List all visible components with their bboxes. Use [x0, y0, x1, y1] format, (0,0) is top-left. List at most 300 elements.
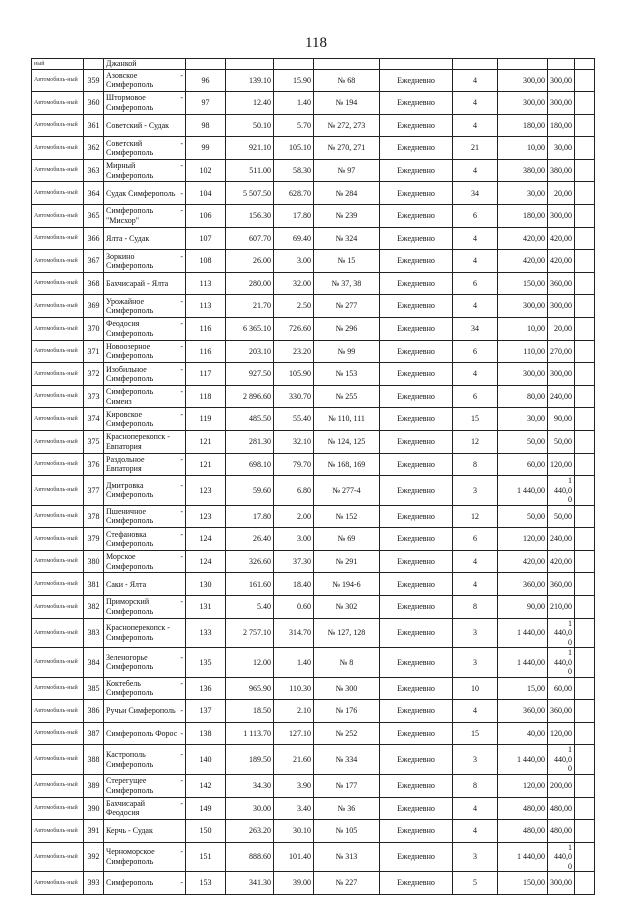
table-row	[32, 573, 595, 596]
cell-transport-type: Автомобиль-ный	[32, 431, 84, 454]
cell-km: 130	[186, 573, 226, 596]
cell-number: 363	[84, 159, 104, 182]
cell-count: 4	[453, 227, 498, 250]
cell-route-number: № 124, 125	[314, 431, 380, 454]
cell-route-number: № 313	[314, 842, 380, 872]
cell-number: 373	[84, 385, 104, 408]
cell-transport-type: Автомобиль-ный	[32, 797, 84, 820]
cell-distance: 698.10	[226, 453, 274, 476]
route-dash: -	[180, 364, 183, 374]
cell-route	[104, 431, 186, 454]
cell-count: 6	[453, 340, 498, 363]
cell-km: 97	[186, 92, 226, 115]
cell-sum: 420,00	[548, 550, 575, 573]
route-name: Стефановка Симферополь	[106, 529, 154, 549]
cell-time: 330.70	[274, 385, 314, 408]
cell-count: 4	[453, 363, 498, 386]
route-dash: -	[180, 776, 183, 786]
cell-distance: 26.00	[226, 250, 274, 273]
cell-route-number: № 277	[314, 295, 380, 318]
cell-distance: 30.00	[226, 797, 274, 820]
cell-number: 361	[84, 114, 104, 137]
table-row	[32, 92, 595, 115]
route-dash: -	[180, 506, 183, 516]
cell-km: 137	[186, 700, 226, 723]
cell-route	[104, 340, 186, 363]
cell-km: 151	[186, 842, 226, 872]
table-row	[32, 648, 595, 678]
cell-distance: 5 507.50	[226, 182, 274, 205]
cell-transport-type: Автомобиль-ный	[32, 550, 84, 573]
table-row	[32, 505, 595, 528]
table-row	[32, 272, 595, 295]
route-name: Кастрополь Симферополь	[106, 750, 154, 769]
cell-frequency: Ежедневно	[380, 528, 453, 551]
cell-number: 377	[84, 476, 104, 506]
route-name: Морское Симферополь	[106, 552, 154, 571]
cell-transport-type: Автомобиль-ный	[32, 295, 84, 318]
cell-number: 378	[84, 505, 104, 528]
cell-route	[104, 408, 186, 431]
cell-price: 420,00	[498, 550, 548, 573]
cell-route-number: № 37, 38	[314, 272, 380, 295]
table-row	[32, 408, 595, 431]
cell-route	[104, 69, 186, 92]
cell-count: 6	[453, 385, 498, 408]
cell-route	[104, 114, 186, 137]
cell-transport-type: Автомобиль-ный	[32, 745, 84, 775]
cell-price: 300,00	[498, 295, 548, 318]
cell-count: 4	[453, 250, 498, 273]
route-name: Зоркино Симферополь	[106, 251, 154, 271]
cell-time: 5.70	[274, 114, 314, 137]
cell-km: 117	[186, 363, 226, 386]
cell-distance: 26.40	[226, 528, 274, 551]
cell-empty	[575, 573, 595, 596]
cell-route-number: № 97	[314, 159, 380, 182]
cell-number: 370	[84, 318, 104, 341]
table-row	[32, 872, 595, 895]
cell-price: 1 440,00	[498, 618, 548, 648]
cell-empty	[274, 59, 314, 70]
cell-transport-type: Автомобиль-ный	[32, 227, 84, 250]
cell-price: 480,00	[498, 797, 548, 820]
cell-empty	[575, 842, 595, 872]
cell-frequency: Ежедневно	[380, 69, 453, 92]
cell-sum: 240,00	[548, 385, 575, 408]
route-name: Советский Симферополь	[106, 138, 154, 158]
cell-number: 365	[84, 205, 104, 228]
route-dash: -	[180, 454, 183, 464]
cell-empty	[226, 59, 274, 70]
cell-empty	[498, 59, 548, 70]
cell-count: 4	[453, 114, 498, 137]
cell-sum: 120,00	[548, 722, 575, 745]
cell-sum: 1 440,0 0	[548, 648, 575, 678]
cell-transport-type: Автомобиль-ный	[32, 385, 84, 408]
cell-empty	[575, 59, 595, 70]
table-row	[32, 318, 595, 341]
cell-number: 372	[84, 363, 104, 386]
cell-time: 58.30	[274, 159, 314, 182]
cell-empty	[575, 596, 595, 619]
cell-price: 300,00	[498, 69, 548, 92]
cell-price: 1 440,00	[498, 648, 548, 678]
route-dash: -	[180, 480, 183, 490]
cell-route	[104, 453, 186, 476]
route-dash: -	[180, 678, 183, 688]
table-row	[32, 596, 595, 619]
cell-transport-type: Автомобиль-ный	[32, 92, 84, 115]
cell-price: 180,00	[498, 205, 548, 228]
cell-price: 360,00	[498, 700, 548, 723]
cell-route-number: № 252	[314, 722, 380, 745]
cell-time: 1.40	[274, 92, 314, 115]
cell-sum: 20,00	[548, 182, 575, 205]
cell-transport-type: Автомобиль-ный	[32, 453, 84, 476]
route-name: Раздольное Евпатория	[106, 454, 145, 474]
cell-sum: 300,00	[548, 872, 575, 895]
cell-empty	[575, 363, 595, 386]
cell-km: 113	[186, 272, 226, 295]
cell-count: 6	[453, 528, 498, 551]
cell-sum: 270,00	[548, 340, 575, 363]
cell-empty	[314, 59, 380, 70]
cell-route	[104, 677, 186, 700]
route-name: Феодосия Симферополь	[106, 319, 154, 338]
cell-price: 300,00	[498, 363, 548, 386]
table-row-continuation	[32, 59, 595, 70]
cell-time: 1.40	[274, 648, 314, 678]
cell-route-number: № 194-6	[314, 573, 380, 596]
table-row	[32, 431, 595, 454]
cell-frequency: Ежедневно	[380, 797, 453, 820]
cell-sum: 1 440,0 0	[548, 476, 575, 506]
cell-distance: 189.50	[226, 745, 274, 775]
route-dash: -	[180, 652, 183, 662]
route-name: Керчь - Судак	[106, 826, 153, 836]
cell-route	[104, 573, 186, 596]
cell-count: 3	[453, 618, 498, 648]
cell-count: 8	[453, 774, 498, 797]
cell-number: 369	[84, 295, 104, 318]
route-dash: -	[180, 188, 183, 198]
cell-distance: 927.50	[226, 363, 274, 386]
cell-time: 726.60	[274, 318, 314, 341]
cell-number: 366	[84, 227, 104, 250]
cell-sum: 300,00	[548, 92, 575, 115]
route-name: Красноперекопск - Евпатория	[106, 432, 170, 451]
cell-frequency: Ежедневно	[380, 205, 453, 228]
route-name: Черноморское Симферополь	[106, 847, 155, 866]
cell-sum: 200,00	[548, 774, 575, 797]
cell-count: 6	[453, 205, 498, 228]
cell-count: 15	[453, 408, 498, 431]
table-row	[32, 820, 595, 843]
cell-empty	[575, 159, 595, 182]
cell-price: 420,00	[498, 250, 548, 273]
cell-price: 60,00	[498, 453, 548, 476]
cell-distance: 12.00	[226, 648, 274, 678]
route-name: Советский - Судак	[106, 120, 170, 130]
route-dash: -	[180, 251, 183, 261]
cell-km: 138	[186, 722, 226, 745]
cell-transport-type: Автомобиль-ный	[32, 648, 84, 678]
route-dash: -	[180, 206, 183, 216]
route-name: Изобильное Симферополь	[106, 364, 154, 384]
cell-frequency: Ежедневно	[380, 774, 453, 797]
cell-km: 116	[186, 318, 226, 341]
cell-route-number: № 296	[314, 318, 380, 341]
route-name: Бахчисарай - Ялта	[106, 278, 169, 288]
cell-sum: 210,00	[548, 596, 575, 619]
cell-route-number: № 239	[314, 205, 380, 228]
cell-number: 367	[84, 250, 104, 273]
cell-empty	[575, 528, 595, 551]
cell-price: 40,00	[498, 722, 548, 745]
cell-price: 120,00	[498, 774, 548, 797]
cell-distance: 59.60	[226, 476, 274, 506]
cell-route-number: № 168, 169	[314, 453, 380, 476]
cell-frequency: Ежедневно	[380, 137, 453, 160]
cell-frequency: Ежедневно	[380, 842, 453, 872]
cell-count: 21	[453, 137, 498, 160]
cell-route	[104, 92, 186, 115]
cell-route-number: № 176	[314, 700, 380, 723]
route-name: Судак Симферополь	[106, 188, 176, 198]
cell-sum: 50,00	[548, 431, 575, 454]
route-dash: -	[180, 387, 183, 397]
cell-route-number: № 153	[314, 363, 380, 386]
cell-count: 3	[453, 476, 498, 506]
cell-route	[104, 797, 186, 820]
cell-time: 37.30	[274, 550, 314, 573]
cell-time: 15.90	[274, 69, 314, 92]
cell-price: 10,00	[498, 137, 548, 160]
table-row	[32, 137, 595, 160]
cell-time: 0.60	[274, 596, 314, 619]
cell-time: 105.90	[274, 363, 314, 386]
cell-km: 106	[186, 205, 226, 228]
cell-route-number: № 194	[314, 92, 380, 115]
cell-route	[104, 505, 186, 528]
cell-sum: 1 440,0 0	[548, 745, 575, 775]
cell-number: 368	[84, 272, 104, 295]
cell-distance: 888.60	[226, 842, 274, 872]
cell-distance: 965.90	[226, 677, 274, 700]
table-body	[32, 59, 595, 895]
cell-count: 34	[453, 182, 498, 205]
cell-km: 133	[186, 618, 226, 648]
cell-route	[104, 648, 186, 678]
route-name: Пшеничное Симферополь	[106, 506, 154, 526]
cell-frequency: Ежедневно	[380, 820, 453, 843]
cell-count: 4	[453, 159, 498, 182]
cell-time: 30.10	[274, 820, 314, 843]
cell-count: 15	[453, 722, 498, 745]
cell-km: 153	[186, 872, 226, 895]
cell-frequency: Ежедневно	[380, 476, 453, 506]
cell-sum: 360,00	[548, 272, 575, 295]
cell-distance: 18.50	[226, 700, 274, 723]
route-name: Бахчисарай Феодосия	[106, 798, 146, 818]
table-row	[32, 797, 595, 820]
cell-price: 360,00	[498, 573, 548, 596]
cell-empty	[575, 272, 595, 295]
cell-km: 136	[186, 677, 226, 700]
cell-route	[104, 137, 186, 160]
cell-sum: 300,00	[548, 295, 575, 318]
cell-time: 69.40	[274, 227, 314, 250]
cell-time: 39.00	[274, 872, 314, 895]
route-name: Азовское Симферополь	[106, 70, 154, 90]
route-name: Симферополь Форос	[106, 728, 178, 738]
cell-number: 386	[84, 700, 104, 723]
cell-empty	[575, 618, 595, 648]
cell-time: 3.40	[274, 797, 314, 820]
cell-empty	[575, 295, 595, 318]
cell-km: 135	[186, 648, 226, 678]
cell-number: 385	[84, 677, 104, 700]
cell-distance: 280.00	[226, 272, 274, 295]
cell-time: 314.70	[274, 618, 314, 648]
cell-transport-type: Автомобиль-ный	[32, 618, 84, 648]
cell-transport-type: Автомобиль-ный	[32, 677, 84, 700]
cell-sum: 90,00	[548, 408, 575, 431]
cell-frequency: Ежедневно	[380, 250, 453, 273]
table-row	[32, 842, 595, 872]
cell-distance: 607.70	[226, 227, 274, 250]
route-name: Коктебель Симферополь	[106, 678, 154, 698]
cell-km: 121	[186, 431, 226, 454]
cell-time: 79.70	[274, 453, 314, 476]
route-name: Штормовое Симферополь	[106, 93, 154, 112]
cell-distance: 139.10	[226, 69, 274, 92]
cell-route	[104, 182, 186, 205]
cell-sum: 300,00	[548, 205, 575, 228]
cell-km: 113	[186, 295, 226, 318]
cell-time: 3.00	[274, 250, 314, 273]
cell-route-number: № 68	[314, 69, 380, 92]
cell-frequency: Ежедневно	[380, 340, 453, 363]
cell-route-number: № 105	[314, 820, 380, 843]
cell-price: 420,00	[498, 227, 548, 250]
cell-sum: 20,00	[548, 318, 575, 341]
cell-price: 150,00	[498, 872, 548, 895]
cell-sum: 50,00	[548, 505, 575, 528]
cell-transport-type: Автомобиль-ный	[32, 182, 84, 205]
cell-frequency: Ежедневно	[380, 272, 453, 295]
cell-route	[104, 205, 186, 228]
cell-transport-type: Автомобиль-ный	[32, 872, 84, 895]
cell-frequency: Ежедневно	[380, 453, 453, 476]
cell-sum: 180,00	[548, 114, 575, 137]
cell-price: 110,00	[498, 340, 548, 363]
cell-route-number: № 255	[314, 385, 380, 408]
cell-sum: 480,00	[548, 797, 575, 820]
cell-distance: 21.70	[226, 295, 274, 318]
cell-route	[104, 820, 186, 843]
route-name: Красноперекопск - Симферополь	[106, 623, 170, 642]
cell-count: 8	[453, 453, 498, 476]
cell-number: 389	[84, 774, 104, 797]
cell-route	[104, 745, 186, 775]
route-dash: -	[180, 138, 183, 148]
route-dash: -	[180, 552, 183, 562]
cell-price: 15,00	[498, 677, 548, 700]
cell-empty	[575, 700, 595, 723]
cell-price: 90,00	[498, 596, 548, 619]
table-row	[32, 340, 595, 363]
cell-empty	[380, 59, 453, 70]
cell-time: 17.80	[274, 205, 314, 228]
cell-empty	[575, 505, 595, 528]
cell-route	[104, 295, 186, 318]
cell-number: 390	[84, 797, 104, 820]
table-row	[32, 618, 595, 648]
cell-route-number: № 15	[314, 250, 380, 273]
cell-empty	[575, 550, 595, 573]
route-name: Симферополь	[106, 878, 154, 888]
cell-km: 123	[186, 505, 226, 528]
cell-route	[104, 227, 186, 250]
cell-empty	[548, 59, 575, 70]
cell-route	[104, 842, 186, 872]
cell-frequency: Ежедневно	[380, 618, 453, 648]
route-dash: -	[180, 728, 183, 738]
cell-time: 3.00	[274, 528, 314, 551]
route-dash: -	[180, 750, 183, 760]
cell-empty	[453, 59, 498, 70]
cell-number: 362	[84, 137, 104, 160]
cell-transport-type: Автомобиль-ный	[32, 318, 84, 341]
cell-sum: 360,00	[548, 700, 575, 723]
cell-route-number: № 8	[314, 648, 380, 678]
cell-sum: 360,00	[548, 573, 575, 596]
cell-count: 4	[453, 820, 498, 843]
route-dash: -	[180, 319, 183, 329]
cell-empty	[575, 318, 595, 341]
cell-km: 131	[186, 596, 226, 619]
cell-distance: 263.20	[226, 820, 274, 843]
cell-count: 4	[453, 69, 498, 92]
cell-frequency: Ежедневно	[380, 318, 453, 341]
cell-km: 104	[186, 182, 226, 205]
cell-route-number: № 177	[314, 774, 380, 797]
cell-distance: 2 757.10	[226, 618, 274, 648]
cell-route-number: № 284	[314, 182, 380, 205]
cell-route	[104, 596, 186, 619]
cell-frequency: Ежедневно	[380, 648, 453, 678]
cell-km: 124	[186, 550, 226, 573]
cell-empty	[575, 182, 595, 205]
cell-count: 6	[453, 272, 498, 295]
cell-number: 391	[84, 820, 104, 843]
route-name: Симферополь Симеиз	[106, 387, 154, 406]
cell-km: 108	[186, 250, 226, 273]
cell-empty	[575, 774, 595, 797]
cell-distance: 1 113.70	[226, 722, 274, 745]
cell-km: 124	[186, 528, 226, 551]
cell-count: 34	[453, 318, 498, 341]
cell-empty	[575, 453, 595, 476]
route-dash: -	[180, 161, 183, 171]
cell-km: 142	[186, 774, 226, 797]
cell-route-number: № 127, 128	[314, 618, 380, 648]
table-row	[32, 453, 595, 476]
table-row	[32, 295, 595, 318]
cell-count: 3	[453, 745, 498, 775]
